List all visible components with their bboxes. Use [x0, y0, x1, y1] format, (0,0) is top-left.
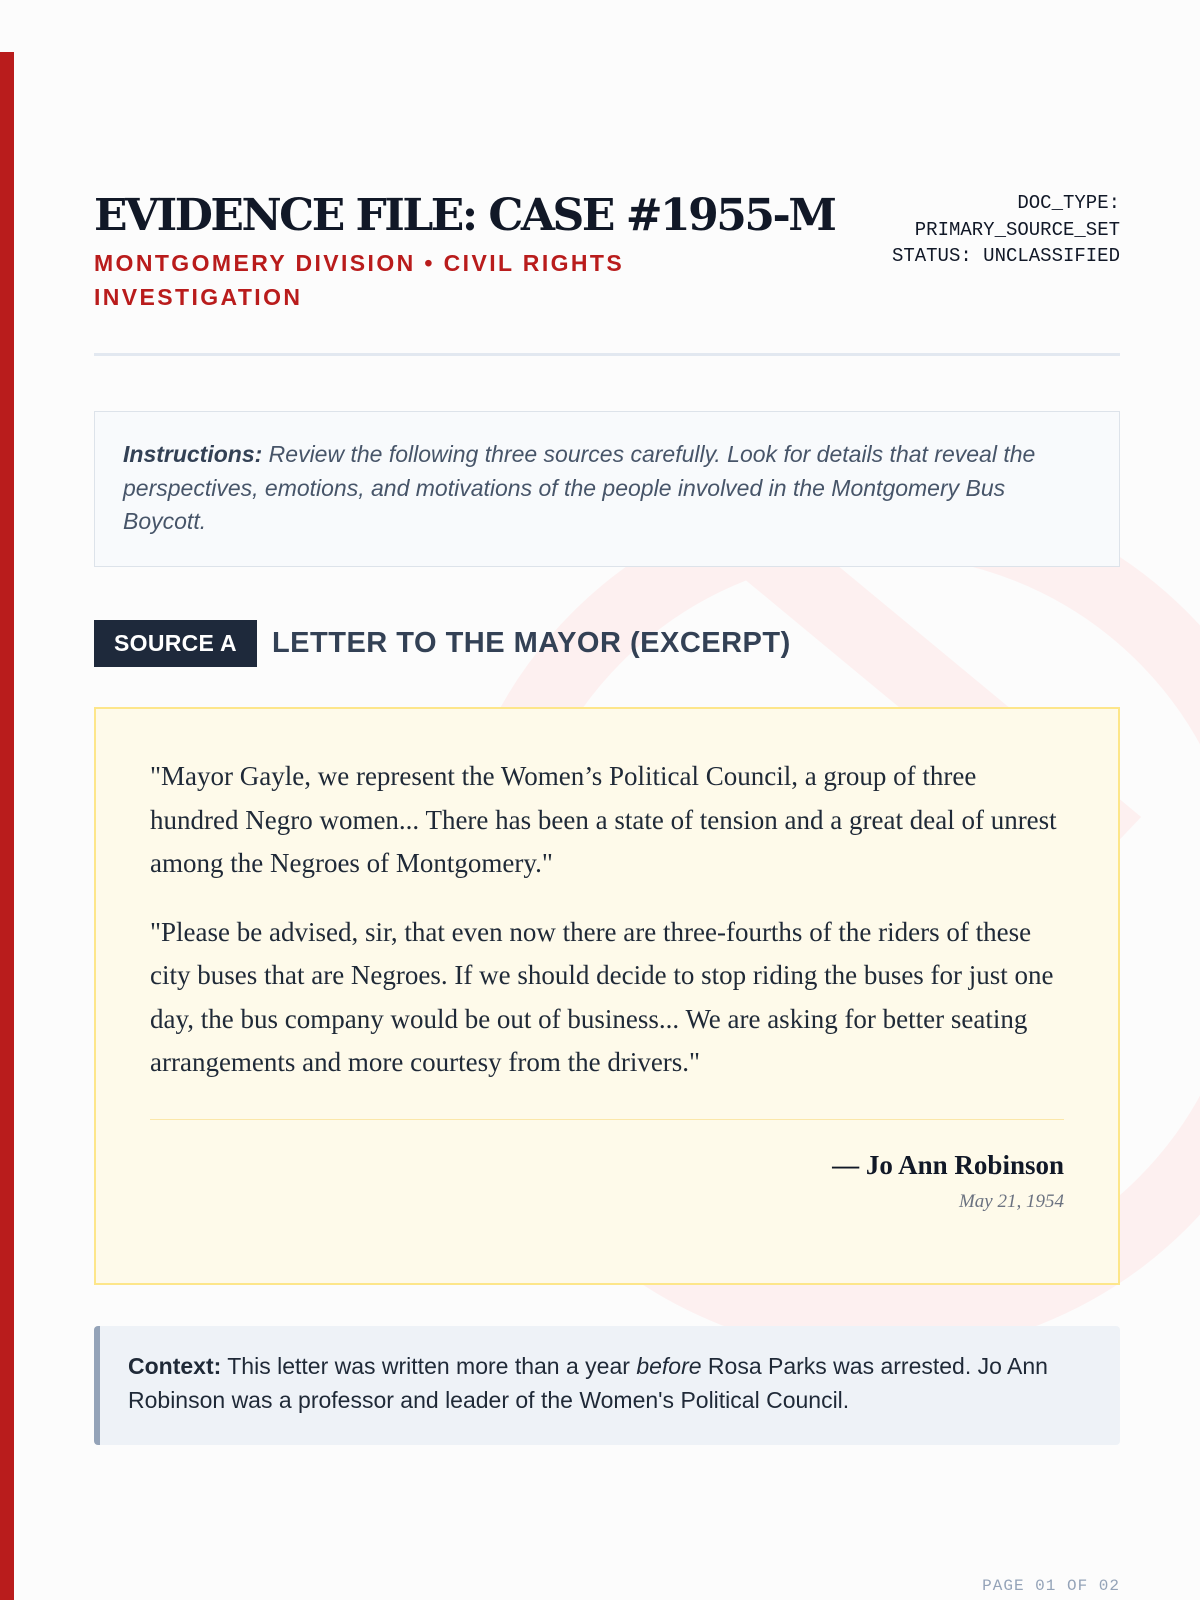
quote-date: May 21, 1954: [958, 1190, 1064, 1212]
meta-doc-type-label: DOC_TYPE:: [1017, 192, 1120, 214]
source-quote-box: [94, 707, 1120, 1285]
instructions-box: [94, 411, 1120, 567]
accent-bar: [0, 52, 14, 1600]
instructions-text: Review the following three sources carefully. Look for details that reveal the perspectives, emotions, and motivations of the people involved in the Montgomery Bus Boycott.: [123, 441, 1036, 534]
source-badge: SOURCE A: [94, 620, 257, 667]
header-divider: [94, 353, 1120, 356]
page-subtitle: MONTGOMERY DIVISION • CIVIL RIGHTS INVESTIGATION: [94, 250, 625, 310]
quote-author: — Jo Ann Robinson: [832, 1149, 1064, 1180]
meta-status: STATUS: UNCLASSIFIED: [891, 245, 1120, 267]
context-label: Context:: [128, 1353, 222, 1379]
quote-paragraph: "Please be advised, sir, that even now there are three-fourths of the riders of these city buses that are Negroes. If we should decide to stop riding the buses for just one day, the bus company would be out of business... We are asking for better seating arrangements and more courtesy from the drivers.": [150, 916, 1054, 1077]
instructions-label: Instructions:: [123, 441, 263, 467]
context-box: [94, 1326, 1120, 1445]
source-title: LETTER TO THE MAYOR (EXCERPT): [271, 627, 791, 659]
page-title: EVIDENCE FILE: CASE #1955-M: [94, 190, 835, 241]
context-emphasis: before: [636, 1353, 702, 1379]
quote-paragraph: "Mayor Gayle, we represent the Women’s Political Council, a group of three hundred Negro women... There has been a state of tension and a great deal of unrest among the Negroes of Montgomery.": [150, 761, 1057, 878]
context-text-after: Rosa Parks was arrested. Jo Ann Robinson was a professor and leader of the Women's Political Council.: [128, 1353, 1048, 1413]
document-meta: [892, 190, 1120, 270]
meta-doc-type-value: PRIMARY_SOURCE_SET: [914, 218, 1120, 241]
context-text-before: This letter was written more than a year: [221, 1353, 637, 1379]
document-header: [94, 190, 1120, 314]
source-heading: [94, 620, 791, 667]
page-number: PAGE 01 OF 02: [982, 1577, 1120, 1595]
quote-divider: [150, 1119, 1064, 1120]
